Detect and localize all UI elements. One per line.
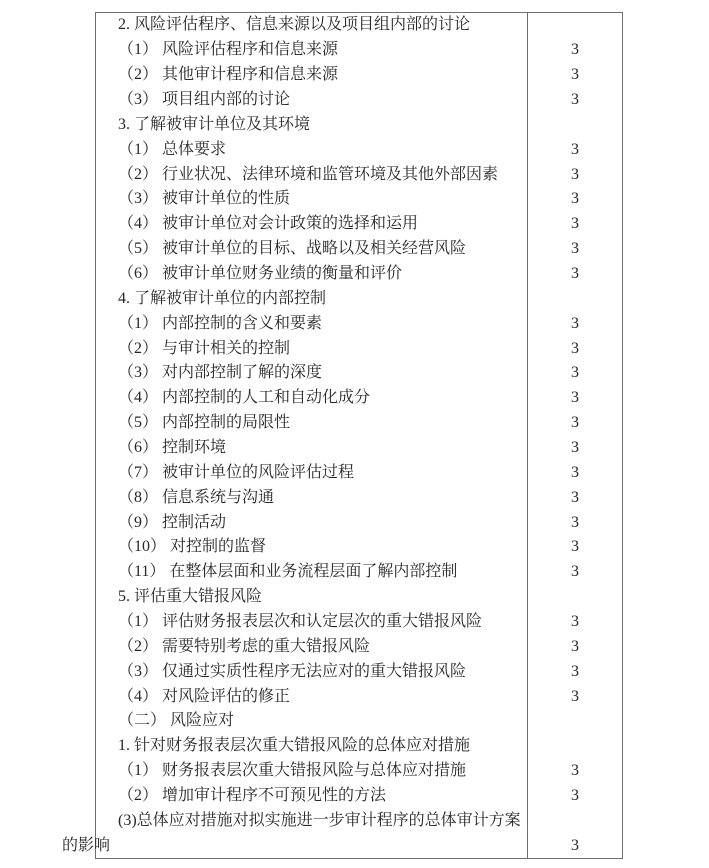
competency-level-cell	[527, 436, 622, 461]
topic-cell	[96, 709, 527, 734]
table-row	[96, 63, 622, 88]
competency-level-value: 3	[571, 240, 579, 258]
table-row	[96, 386, 622, 411]
competency-level-value: 3	[571, 389, 579, 407]
table-row	[96, 809, 622, 834]
topic-cell	[96, 411, 527, 436]
topic-text: （6） 被审计单位财务业绩的衡量和评价	[118, 265, 403, 283]
topic-text: （3） 对内部控制了解的深度	[118, 364, 323, 382]
competency-level-value: 3	[571, 165, 579, 183]
topic-text: 1. 针对财务报表层次重大错报风险的总体应对措施	[118, 737, 471, 755]
table-row	[96, 262, 622, 287]
competency-level-cell	[527, 286, 622, 311]
competency-level-cell	[527, 634, 622, 659]
topic-text: （4） 被审计单位对会计政策的选择和运用	[118, 215, 419, 233]
topic-text: （2） 行业状况、法律环境和监管环境及其他外部因素	[118, 165, 499, 183]
competency-level-cell	[527, 460, 622, 485]
topic-cell	[96, 535, 527, 560]
topic-cell	[96, 187, 527, 212]
table-row	[96, 212, 622, 237]
competency-level-value: 3	[571, 488, 579, 506]
topic-cell	[96, 237, 527, 262]
table-row	[96, 237, 622, 262]
competency-level-cell	[527, 759, 622, 784]
topic-text: （2） 需要特别考虑的重大错报风险	[118, 637, 371, 655]
competency-level-cell	[527, 809, 622, 834]
table-row	[96, 709, 622, 734]
table-row	[96, 759, 622, 784]
competency-level-cell	[527, 137, 622, 162]
competency-level-cell	[527, 784, 622, 809]
competency-level-value: 3	[571, 463, 579, 481]
topic-cell	[96, 137, 527, 162]
topic-text: 2. 风险评估程序、信息来源以及项目组内部的讨论	[118, 16, 471, 34]
topic-text: 4. 了解被审计单位的内部控制	[118, 289, 327, 307]
table-row	[96, 634, 622, 659]
competency-level-value: 3	[571, 662, 579, 680]
competency-level-value: 3	[571, 613, 579, 631]
table-row	[96, 361, 622, 386]
competency-level-value: 3	[571, 314, 579, 332]
topic-cell	[96, 286, 527, 311]
table-row	[96, 13, 622, 38]
topic-text: （4） 对风险评估的修正	[118, 687, 291, 705]
topic-text: （6） 控制环境	[118, 439, 227, 457]
topic-text: 3. 了解被审计单位及其环境	[118, 115, 311, 133]
table-row	[96, 684, 622, 709]
table-row	[96, 137, 622, 162]
table-row	[96, 336, 622, 361]
topic-text: （1） 财务报表层次重大错报风险与总体应对措施	[118, 762, 467, 780]
competency-level-cell	[527, 485, 622, 510]
competency-level-cell	[527, 336, 622, 361]
topic-cell	[96, 659, 527, 684]
table-row	[96, 311, 622, 336]
competency-level-value: 3	[571, 265, 579, 283]
competency-level-cell	[527, 13, 622, 38]
topic-text: （7） 被审计单位的风险评估过程	[118, 463, 355, 481]
competency-level-value: 3	[571, 563, 579, 581]
competency-level-value: 3	[571, 538, 579, 556]
topic-text: （8） 信息系统与沟通	[118, 488, 275, 506]
topic-cell	[96, 784, 527, 809]
topic-text: 5. 评估重大错报风险	[118, 588, 263, 606]
table-row	[96, 535, 622, 560]
table-row	[96, 162, 622, 187]
topic-cell	[96, 460, 527, 485]
competency-level-cell	[527, 63, 622, 88]
competency-level-value: 3	[571, 513, 579, 531]
competency-level-cell	[527, 734, 622, 759]
topic-cell	[96, 809, 527, 834]
competency-level-cell	[527, 38, 622, 63]
topic-cell	[96, 734, 527, 759]
topic-text: （2） 与审计相关的控制	[118, 339, 291, 357]
topic-cell	[96, 38, 527, 63]
topic-cell	[96, 510, 527, 535]
table-row	[96, 610, 622, 635]
competency-level-cell	[527, 659, 622, 684]
topic-cell	[96, 386, 527, 411]
topic-cell	[96, 684, 527, 709]
competency-level-cell	[527, 684, 622, 709]
competency-level-cell	[527, 262, 622, 287]
competency-level-value: 3	[571, 364, 579, 382]
competency-level-value: 3	[571, 140, 579, 158]
table-row	[96, 734, 622, 759]
competency-level-cell	[527, 510, 622, 535]
table-row	[62, 833, 622, 858]
topic-cell	[96, 560, 527, 585]
topic-text: （3） 仅通过实质性程序无法应对的重大错报风险	[118, 662, 467, 680]
competency-level-cell	[527, 112, 622, 137]
topic-cell	[96, 262, 527, 287]
topic-text: （2） 增加审计程序不可预见性的方法	[118, 787, 387, 805]
topic-text: （4） 内部控制的人工和自动化成分	[118, 389, 371, 407]
topic-cell	[96, 585, 527, 610]
table-row	[96, 88, 622, 113]
topic-cell	[96, 311, 527, 336]
topic-text: （3） 项目组内部的讨论	[118, 91, 291, 108]
table-row	[96, 585, 622, 610]
table-row	[96, 460, 622, 485]
topic-cell	[96, 485, 527, 510]
topic-cell	[96, 436, 527, 461]
competency-level-value: 3	[571, 66, 579, 84]
topic-text: （1） 评估财务报表层次和认定层次的重大错报风险	[118, 613, 483, 631]
competency-level-cell	[527, 560, 622, 585]
competency-level-cell	[527, 610, 622, 635]
topic-cell	[96, 361, 527, 386]
topic-text: （9） 控制活动	[118, 513, 227, 531]
topic-cell	[96, 212, 527, 237]
topic-cell	[62, 833, 527, 858]
topic-text: （2） 其他审计程序和信息来源	[118, 66, 339, 84]
topic-text: （10） 对控制的监督	[118, 538, 267, 556]
competency-level-value: 3	[571, 215, 579, 233]
topic-text: （1） 风险评估程序和信息来源	[118, 41, 339, 59]
topic-text: （5） 内部控制的局限性	[118, 414, 291, 432]
table-row	[96, 510, 622, 535]
topic-cell	[96, 759, 527, 784]
competency-level-cell	[527, 187, 622, 212]
table-row	[96, 659, 622, 684]
table-row	[96, 560, 622, 585]
competency-level-cell	[527, 361, 622, 386]
table-row	[96, 485, 622, 510]
table-row	[96, 286, 622, 311]
competency-level-value: 3	[571, 91, 579, 108]
competency-level-cell	[527, 411, 622, 436]
topic-text: (3)总体应对措施对拟实施进一步审计程序的总体审计方案	[118, 811, 521, 829]
competency-level-value: 3	[571, 637, 579, 655]
competency-level-cell	[527, 162, 622, 187]
table-row	[96, 784, 622, 809]
topic-text: （11） 在整体层面和业务流程层面了解内部控制	[118, 563, 458, 581]
topic-text: （二） 风险应对	[118, 712, 235, 730]
competency-level-cell	[527, 585, 622, 610]
table-row	[96, 38, 622, 63]
topic-cell	[96, 63, 527, 88]
topic-text: 的影响	[62, 836, 111, 854]
competency-level-cell	[527, 88, 622, 113]
topic-cell	[96, 88, 527, 113]
competency-level-cell	[527, 709, 622, 734]
competency-level-cell	[527, 212, 622, 237]
topic-cell	[96, 162, 527, 187]
table-row	[96, 112, 622, 137]
competency-level-value: 3	[571, 762, 579, 780]
competency-level-value: 3	[571, 41, 579, 59]
topic-text: （1） 内部控制的含义和要素	[118, 314, 323, 332]
topic-cell	[96, 336, 527, 361]
competency-level-cell	[527, 833, 622, 858]
competency-level-cell	[527, 535, 622, 560]
competency-level-value: 3	[571, 414, 579, 432]
table-row	[96, 436, 622, 461]
syllabus-table	[62, 12, 623, 859]
competency-level-value: 3	[571, 836, 579, 854]
topic-text: （3） 被审计单位的性质	[118, 190, 291, 208]
competency-level-value: 3	[571, 687, 579, 705]
competency-level-value: 3	[571, 339, 579, 357]
topic-text: （5） 被审计单位的目标、战略以及相关经营风险	[118, 240, 467, 258]
topic-cell	[96, 634, 527, 659]
topic-cell	[96, 610, 527, 635]
table-row	[96, 187, 622, 212]
topic-cell	[96, 112, 527, 137]
topic-cell	[96, 13, 527, 38]
competency-level-cell	[527, 311, 622, 336]
competency-level-cell	[527, 237, 622, 262]
topic-text: （1） 总体要求	[118, 140, 227, 158]
competency-level-value: 3	[571, 787, 579, 805]
competency-level-cell	[527, 386, 622, 411]
competency-level-value: 3	[571, 190, 579, 208]
competency-level-value: 3	[571, 439, 579, 457]
table-row	[96, 411, 622, 436]
